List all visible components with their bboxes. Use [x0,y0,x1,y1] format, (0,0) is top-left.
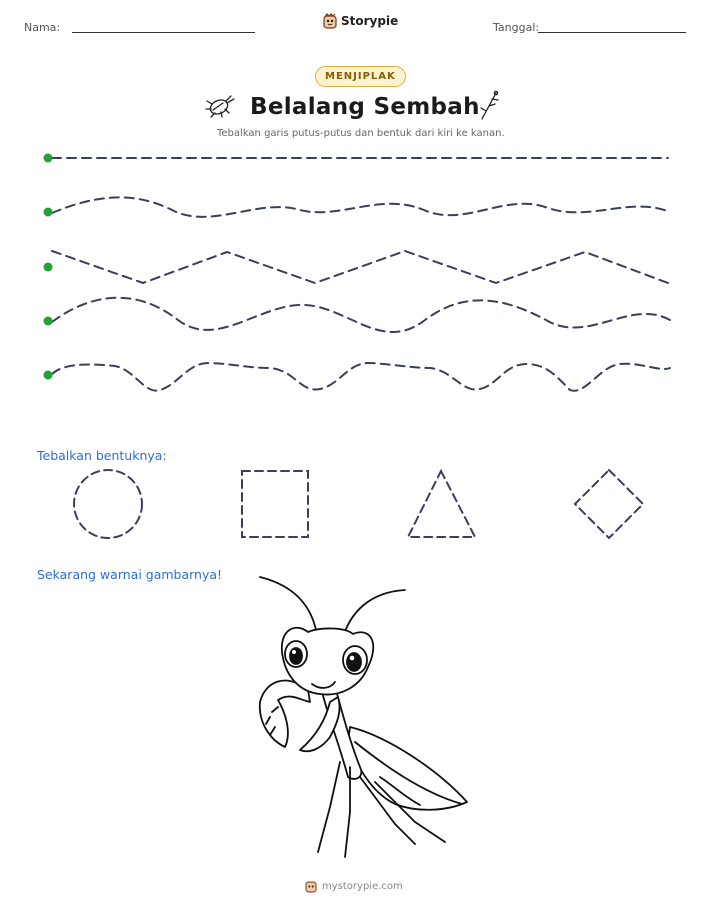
trace-line-wave [52,197,670,216]
activity-badge: MENJIPLAK [315,66,406,87]
trace-line-zigzag [52,251,668,283]
mantis-coloring-picture[interactable] [230,572,480,862]
storypie-logo-icon [305,880,317,893]
start-dot [44,208,53,217]
trace-square [242,471,308,537]
name-label: Nama: [24,21,61,34]
page-title: Belalang Sembah [250,94,480,120]
name-line[interactable] [72,32,255,33]
tracing-shapes[interactable] [0,465,709,545]
date-label: Tanggal: [493,21,540,34]
brand-logo [323,13,398,29]
date-line[interactable] [538,32,686,33]
trace-line-wave-large [52,298,670,332]
instruction-text: Tebalkan garis putus-putus dan bentuk dari kiri ke kanan. [217,128,505,139]
brand-name: Storypie [341,14,399,28]
shapes-section-label: Tebalkan bentuknya: [37,448,167,463]
start-dot [44,371,53,380]
tracing-lines[interactable] [0,140,709,400]
coloring-section-label: Sekarang warnai gambarnya! [37,567,223,582]
start-dot [44,317,53,326]
bug-icon [203,92,239,125]
trace-line-bumps [52,363,670,391]
trace-diamond [575,470,643,538]
footer [305,880,403,893]
start-dot [44,154,53,163]
trace-triangle [408,471,475,537]
trace-circle [74,470,142,538]
storypie-logo-icon [323,13,337,29]
footer-url[interactable]: mystorypie.com [322,881,403,892]
start-dot [44,263,53,272]
twig-icon [477,90,501,127]
